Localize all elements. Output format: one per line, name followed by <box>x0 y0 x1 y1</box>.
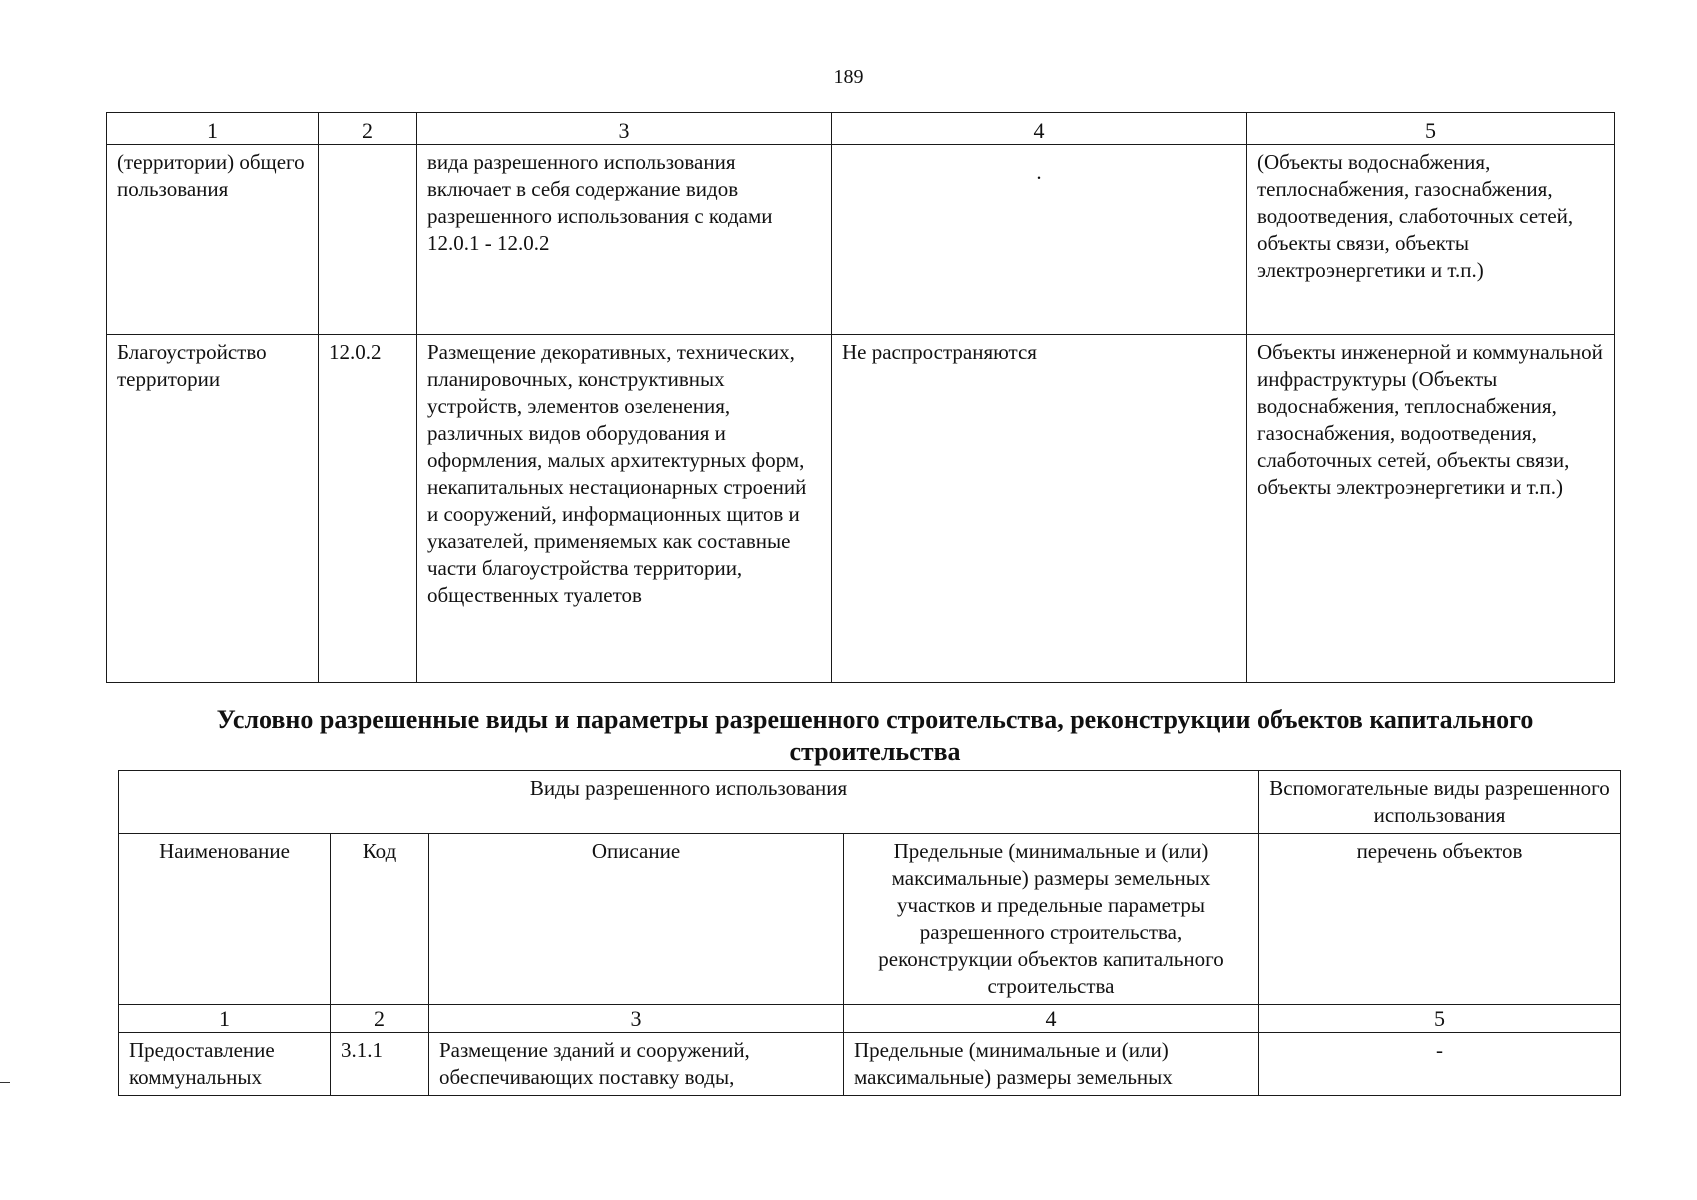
auxiliary-objects-cell: - <box>1259 1033 1621 1096</box>
page-number: 189 <box>833 66 864 88</box>
column-number-row <box>107 113 1615 145</box>
allowed-uses-table-continued <box>106 112 1615 683</box>
use-description-cell: вида разрешенного использования включает в себя содержание видов разрешенного использования с кодами 12.0.1 - 12.0.2 <box>417 145 832 335</box>
column-number: 3 <box>429 1005 844 1033</box>
column-number: 5 <box>1259 1005 1621 1033</box>
aux-list-header: перечень объектов <box>1259 834 1621 1005</box>
use-name-cell: Предоставление коммунальных <box>119 1033 331 1096</box>
table-row <box>107 145 1615 335</box>
margin-mark <box>0 1082 10 1083</box>
column-header-row <box>119 834 1621 1005</box>
column-number: 1 <box>119 1005 331 1033</box>
use-description-cell: Размещение зданий и сооружений, обеспечивающих поставку воды, <box>429 1033 844 1096</box>
table-row <box>119 1033 1621 1096</box>
use-params-cell: Не распространяются <box>832 335 1247 683</box>
auxiliary-objects-cell: (Объекты водоснабжения, теплоснабжения, газоснабжения, водоотведения, слаботочных сетей, объекты связи, объекты электроэнергетики и т.п.) <box>1247 145 1615 335</box>
column-number: 4 <box>844 1005 1259 1033</box>
group-header-row <box>119 771 1621 834</box>
use-params-cell: Предельные (минимальные и (или) максимальные) размеры земельных <box>844 1033 1259 1096</box>
conditional-uses-table <box>118 770 1621 1096</box>
column-number: 1 <box>107 113 319 145</box>
use-code-cell: 12.0.2 <box>319 335 417 683</box>
column-number: 5 <box>1247 113 1615 145</box>
auxiliary-objects-cell: Объекты инженерной и коммунальной инфраструктуры (Объекты водоснабжения, теплоснабжения, газоснабжения, водоотведения, слаботочных сетей, объекты связи, объекты электроэнергетики и т.п.) <box>1247 335 1615 683</box>
name-header: Наименование <box>119 834 331 1005</box>
group-header: Виды разрешенного использования <box>119 771 1259 834</box>
aux-header: Вспомогательные виды разрешенного использования <box>1259 771 1621 834</box>
params-header: Предельные (минимальные и (или) максимальные) размеры земельных участков и предельные параметры разрешенного строительства, реконструкции объектов капитального строительства <box>844 834 1259 1005</box>
use-code-cell <box>319 145 417 335</box>
section-title: Условно разрешенные виды и параметры разрешенного строительства, реконструкции объектов капитального строительства <box>216 705 1534 766</box>
description-header: Описание <box>429 834 844 1005</box>
column-number: 2 <box>319 113 417 145</box>
use-description-cell: Размещение декоративных, технических, планировочных, конструктивных устройств, элементов озеленения, различных видов оборудования и оформления, малых архитектурных форм, некапитальных нестационарных строений и сооружений, информационных щитов и указателей, применяемых как составные части благоустройства территории, общественных туалетов <box>417 335 832 683</box>
column-number-row <box>119 1005 1621 1033</box>
use-code-cell: 3.1.1 <box>331 1033 429 1096</box>
column-number: 2 <box>331 1005 429 1033</box>
code-header: Код <box>331 834 429 1005</box>
column-number: 3 <box>417 113 832 145</box>
use-name-cell: Благоустройство территории <box>107 335 319 683</box>
table-row <box>107 335 1615 683</box>
use-params-cell: · <box>832 145 1247 335</box>
column-number: 4 <box>832 113 1247 145</box>
use-name-cell: (территории) общего пользования <box>107 145 319 335</box>
